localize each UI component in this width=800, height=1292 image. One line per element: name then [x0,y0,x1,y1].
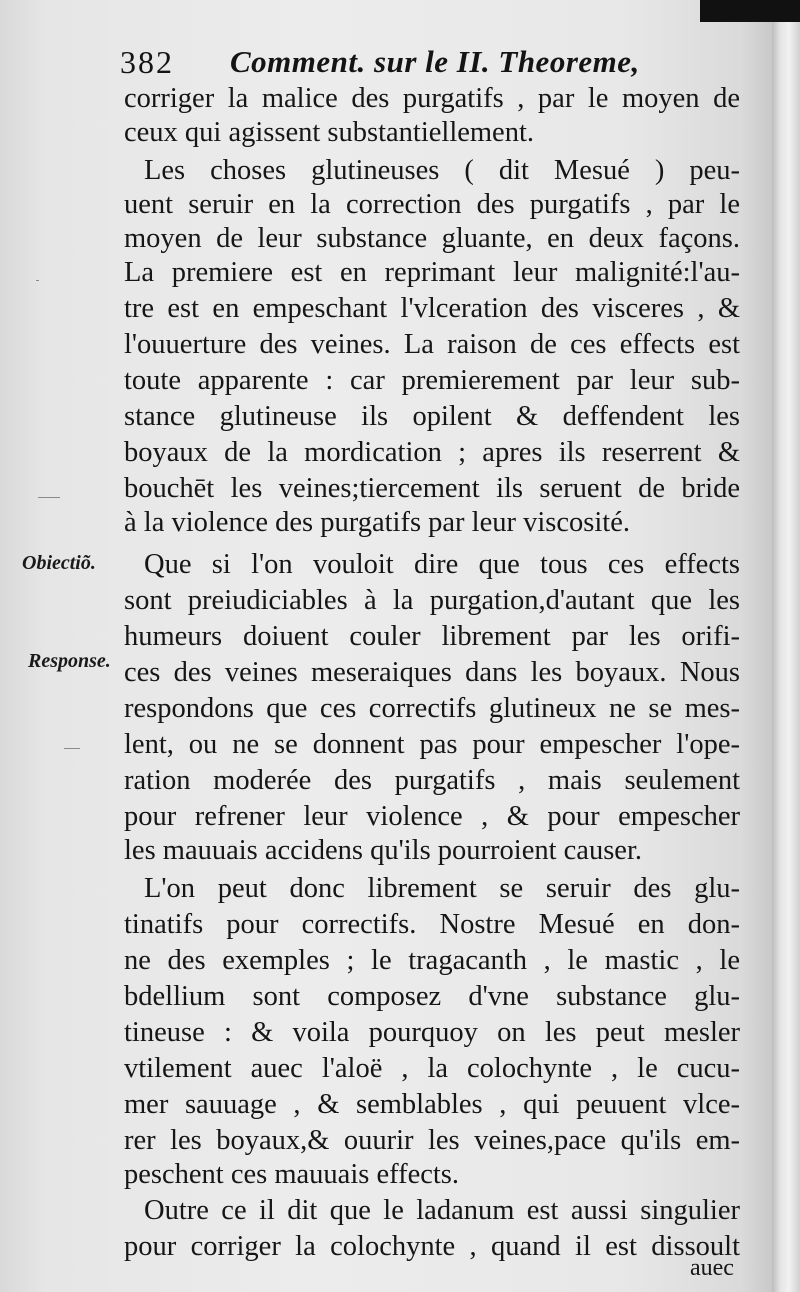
text-line: l'ouuerture des veines. La raison de ces effects est [124,329,740,360]
text-line: tineuse : & voila pourquoy on les peut mesler [124,1017,740,1048]
text-line: rer les boyaux,& ouurir les veines,pace qu'ils em- [124,1125,740,1156]
text-line: tinatifs pour correctifs. Nostre Mesué en don- [124,909,740,940]
text-line: respondons que ces correctifs glutineux ne se mes- [124,693,740,724]
running-title: Comment. sur le II. Theoreme, [230,44,640,79]
text-line: ces des veines meseraiques dans les boyaux. Nous [124,657,740,688]
margin-mark [64,748,80,749]
text-line: sont preiudiciables à la purgation,d'autant que les [124,585,740,616]
text-line: à la violence des purgatifs par leur viscosité. [124,507,630,538]
text-line: humeurs doiuent couler librement par les orifi- [124,621,740,652]
text-line: stance glutineuse ils opilent & deffendent les [124,401,740,432]
text-line: corriger la malice des purgatifs , par le moyen de [124,83,740,114]
text-line: La premiere est en reprimant leur malignité:l'au- [124,257,740,288]
text-line: uent seruir en la correction des purgatifs , par le [124,189,740,220]
margin-note-response: Response. [28,650,111,672]
text-line: tre est en empeschant l'vlceration des visceres , & [124,293,740,324]
page-edge [772,0,800,1292]
margin-mark [38,497,60,498]
page-number: 382 [120,44,174,80]
text-line: lent, ou ne se donnent pas pour empescher l'ope- [124,729,740,760]
text-line: pour corriger la colochynte , quand il est dissoult [124,1231,740,1262]
text-line: les mauuais accidens qu'ils pourroient causer. [124,835,642,866]
scan-border [700,0,800,22]
text-line: bdellium sont composez d'vne substance glu- [124,981,740,1012]
text-line: ceux qui agissent substantiellement. [124,117,534,148]
text-line: vtilement auec l'aloë , la colochynte , le cucu- [124,1053,740,1084]
text-line: moyen de leur substance gluante, en deux façons. [124,223,740,254]
text-line: Que si l'on vouloit dire que tous ces effects [144,549,740,580]
text-line: mer sauuage , & semblables , qui peuuent vlce- [124,1089,740,1120]
margin-note-objection: Obiectiõ. [22,552,96,574]
text-line: ne des exemples ; le tragacanth , le mastic , le [124,945,740,976]
text-line: ration moderée des purgatifs , mais seulement [124,765,740,796]
margin-mark [36,280,39,281]
text-line: Outre ce il dit que le ladanum est aussi singulier [144,1195,740,1226]
text-line: L'on peut donc librement se seruir des glu- [144,873,740,904]
text-line: peschent ces mauuais effects. [124,1159,460,1190]
text-line: Les choses glutineuses ( dit Mesué ) peu- [144,155,740,186]
catchword: auec [690,1255,734,1281]
text-line: toute apparente : car premierement par leur sub- [124,365,740,396]
text-line: pour refrener leur violence , & pour empescher [124,801,740,832]
text-line: boyaux de la mordication ; apres ils reserrent & [124,437,740,468]
text-line: bouchēt les veines;tiercement ils seruent de bride [124,473,740,504]
